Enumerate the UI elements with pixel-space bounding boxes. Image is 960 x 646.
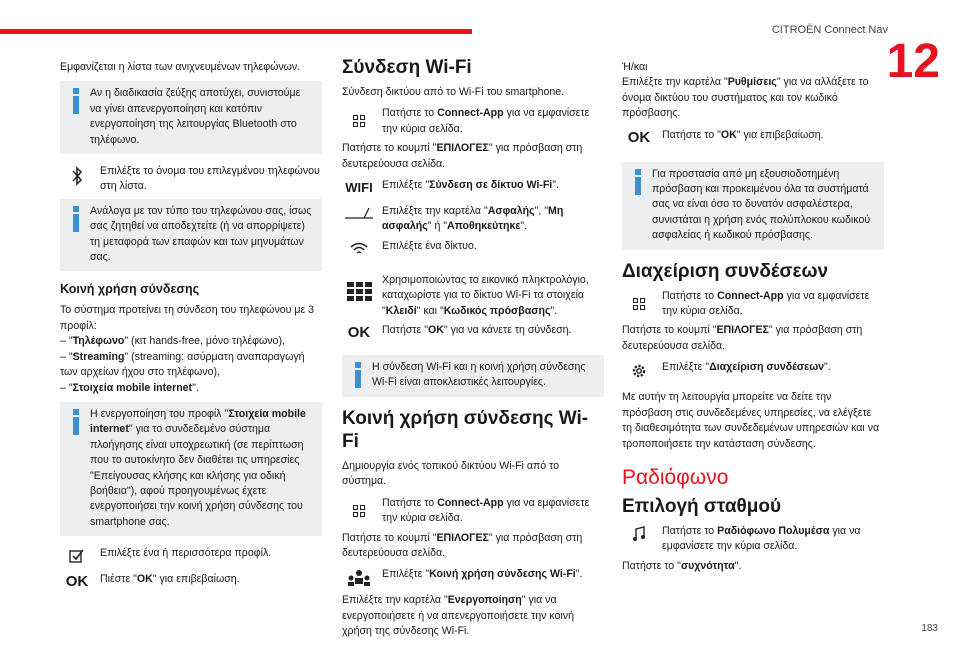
page-number: 183 [921, 622, 938, 634]
step-choose-network: Επιλέξτε ένα δίκτυο. [342, 239, 604, 261]
heading-station-selection: Επιλογή σταθμού [622, 495, 782, 517]
options-text: Πατήστε το κουμπί "ΕΠΙΛΟΓΕΣ" για πρόσβαση στη δευτερεύουσα σελίδα. [622, 324, 863, 352]
info-box-contacts [60, 199, 322, 272]
tab-underline-icon [342, 206, 376, 223]
connect-app-icon [342, 108, 376, 127]
step-radio-media: Πατήστε το Ραδιόφωνο Πολυμέσα για να εμφανίσετε την κύρια σελίδα. [622, 524, 884, 555]
step-text: Επιλέξτε ένα ή περισσότερα προφίλ. [100, 547, 272, 560]
profiles-intro: Το σύστημα προτείνει τη σύνδεση του τηλεφώνου με 3 προφίλ: – "Τηλέφωνο" (κιτ hands-free, μόνο τηλέφωνο), – "Streaming" (streaming: ασύρματη αναπαραγωγή των αρχείων ήχου στο τηλέφωνο), – "Στοιχεία mobile internet". [60, 304, 315, 394]
column-1 [60, 60, 322, 598]
heading-radio: Ραδιόφωνο [622, 465, 729, 489]
step-select-tab: Επιλέξτε την καρτέλα "Ασφαλής", "Μη ασφαλής" ή "Αποθηκεύτηκε". [342, 204, 604, 235]
connect-app-icon [342, 498, 376, 517]
options-text: Πατήστε το κουμπί "ΕΠΙΛΟΓΕΣ" για πρόσβαση στη δευτερεύουσα σελίδα. [342, 531, 583, 559]
wifi-icon: WIFI [345, 180, 373, 196]
step-wifi-network: WIFI Επιλέξτε "Σύνδεση σε δίκτυο Wi-Fi". [342, 178, 604, 200]
header-title: CITROËN Connect Nav [771, 24, 888, 36]
heading-wifi-connection: Σύνδεση Wi-Fi [342, 57, 472, 78]
column-2 [342, 57, 604, 646]
info-box-mobile-internet: Η ενεργοποίηση του προφίλ "Στοιχεία mobile internet" για το συνδεδεμένο σύστημα πλοήγησης είναι υποχρεωτική (σε περίπτωση που το αυτοκίνητο δεν διαθέτει τις υπηρεσίες "Επείγουσας κλήσης και κλήσης για οδική βοήθεια"), αφού προηγουμένως έχετε ενεργοποιήσει την κοινή χρήση σύνδεσης του smartphone σας. [60, 402, 322, 536]
wifi-sharing-icon [342, 569, 376, 590]
step-choose-profiles [60, 546, 322, 568]
heading-manage-connections: Διαχείριση συνδέσεων [622, 260, 829, 282]
step-press-ok: OK Πατήστε "OK" για να κάνετε τη σύνδεση. [342, 323, 604, 345]
info-icon [72, 88, 81, 114]
keyboard-icon [342, 275, 376, 301]
info-text: Ανάλογα με τον τύπο του τηλεφώνου σας, ίσως σας ζητηθεί να αποδεχτείτε (ή να απορρίψετε) τη μεταφορά των επαφών και των μηνυμάτων σας. [90, 204, 312, 264]
gear-icon [622, 362, 656, 383]
header-accent-bar [0, 29, 472, 34]
manage-description: Με αυτήν τη λειτουργία μπορείτε να δείτε την πρόσβαση στις συνδεδεμένες υπηρεσίες, να ελέγξετε τη διαθεσιμότητα των συνδεδεμένων υπηρεσιών και να τροποποιήσετε την κατάσταση σύνδεσης. [622, 391, 880, 450]
column-3 [622, 60, 884, 580]
step-select-phone [60, 164, 322, 195]
step-connect-app: Πατήστε το Connect-App για να εμφανίσετε την κύρια σελίδα. [342, 106, 604, 137]
settings-text: Ή/και Επιλέξτε την καρτέλα "Ρυθμίσεις" για να αλλάξετε το όνομα δικτύου του συστήματος και τον κωδικό πρόσβασης. [622, 61, 869, 120]
info-icon [72, 409, 81, 435]
wifi-intro: Σύνδεση δικτύου από το Wi-Fi του smartphone. [342, 86, 565, 98]
share-intro: Δημιουργία ενός τοπικού δικτύου Wi-Fi από το σύστημα. [342, 459, 560, 488]
ok-icon: OK [347, 324, 371, 342]
profile-mobile-internet: Στοιχεία mobile internet [72, 381, 193, 394]
wifi-signal-icon [342, 241, 376, 260]
chapter-number: 12 [886, 35, 940, 88]
activation-text: Επιλέξτε την καρτέλα "Ενεργοποίηση" για να ενεργοποιήσετε ή να απενεργοποιήσετε την κοινή χρήση της σύνδεσης Wi-Fi. [342, 594, 574, 638]
connect-app-icon [622, 291, 656, 310]
step-wifi-sharing: Επιλέξτε "Κοινή χρήση σύνδεσης Wi-Fi". [342, 567, 604, 589]
ok-icon: OK [65, 573, 89, 591]
ok-icon: OK [627, 128, 651, 146]
frequency-text: Πατήστε το "συχνότητα". [622, 559, 742, 572]
step-press-ok: OK Πιέστε "OK" για επιβεβαίωση. [60, 572, 322, 594]
intro-text: Εμφανίζεται η λίστα των ανιχνευμένων τηλεφώνων. [60, 61, 301, 73]
checkbox-edit-icon [60, 548, 94, 567]
info-text: Αν η διαδικασία ζεύξης αποτύχει, συνιστούμε να γίνει απενεργοποίηση και κατόπιν ενεργοποίηση της λειτουργίας Bluetooth στο τηλέφωνο. [90, 87, 301, 146]
info-icon [72, 206, 81, 232]
profile-streaming: Streaming [72, 350, 125, 363]
bluetooth-icon [60, 166, 94, 189]
info-box-pairing [60, 81, 322, 154]
info-icon [354, 362, 363, 388]
profile-phone: Τηλέφωνο [72, 335, 125, 348]
step-connect-app: Πατήστε το Connect-App για να εμφανίσετε την κύρια σελίδα. [622, 289, 884, 320]
step-press-ok: OK Πατήστε το "OK" για επιβεβαίωση. [622, 128, 884, 150]
music-note-icon [622, 526, 656, 545]
step-manage-connections: Επιλέξτε "Διαχείριση συνδέσεων". [622, 360, 884, 382]
step-text: Επιλέξτε το όνομα του επιλεγμένου τηλεφώνου στη λίστα. [100, 165, 320, 193]
info-icon [634, 169, 643, 195]
heading-wifi-sharing: Κοινή χρήση σύνδεσης Wi-Fi [342, 407, 589, 452]
info-box-security: Για προστασία από μη εξουσιοδοτημένη πρόσβαση και προκειμένου όλα τα συστήματά σας να είναι όσο το δυνατόν ασφαλέστερα, συνιστάται η χρήση ενός πολύπλοκου κωδικού ασφαλείας ή κωδικού πρόσβασης. [622, 162, 884, 250]
info-box-wifi-exclusive: Η σύνδεση Wi-Fi και η κοινή χρήση σύνδεσης Wi-Fi είναι αποκλειστικές λειτουργίες. [342, 355, 604, 397]
options-text: Πατήστε το κουμπί "ΕΠΙΛΟΓΕΣ" για πρόσβαση στη δευτερεύουσα σελίδα. [342, 142, 583, 170]
step-connect-app: Πατήστε το Connect-App για να εμφανίσετε την κύρια σελίδα. [342, 496, 604, 527]
heading-shared-connection: Κοινή χρήση σύνδεσης [60, 282, 200, 297]
step-keyboard: Χρησιμοποιώντας το εικονικό πληκτρολόγιο, καταχωρίστε για το δίκτυο Wi-Fi τα στοιχεία "Κλειδί" και "Κωδικός πρόσβασης". [342, 273, 604, 319]
